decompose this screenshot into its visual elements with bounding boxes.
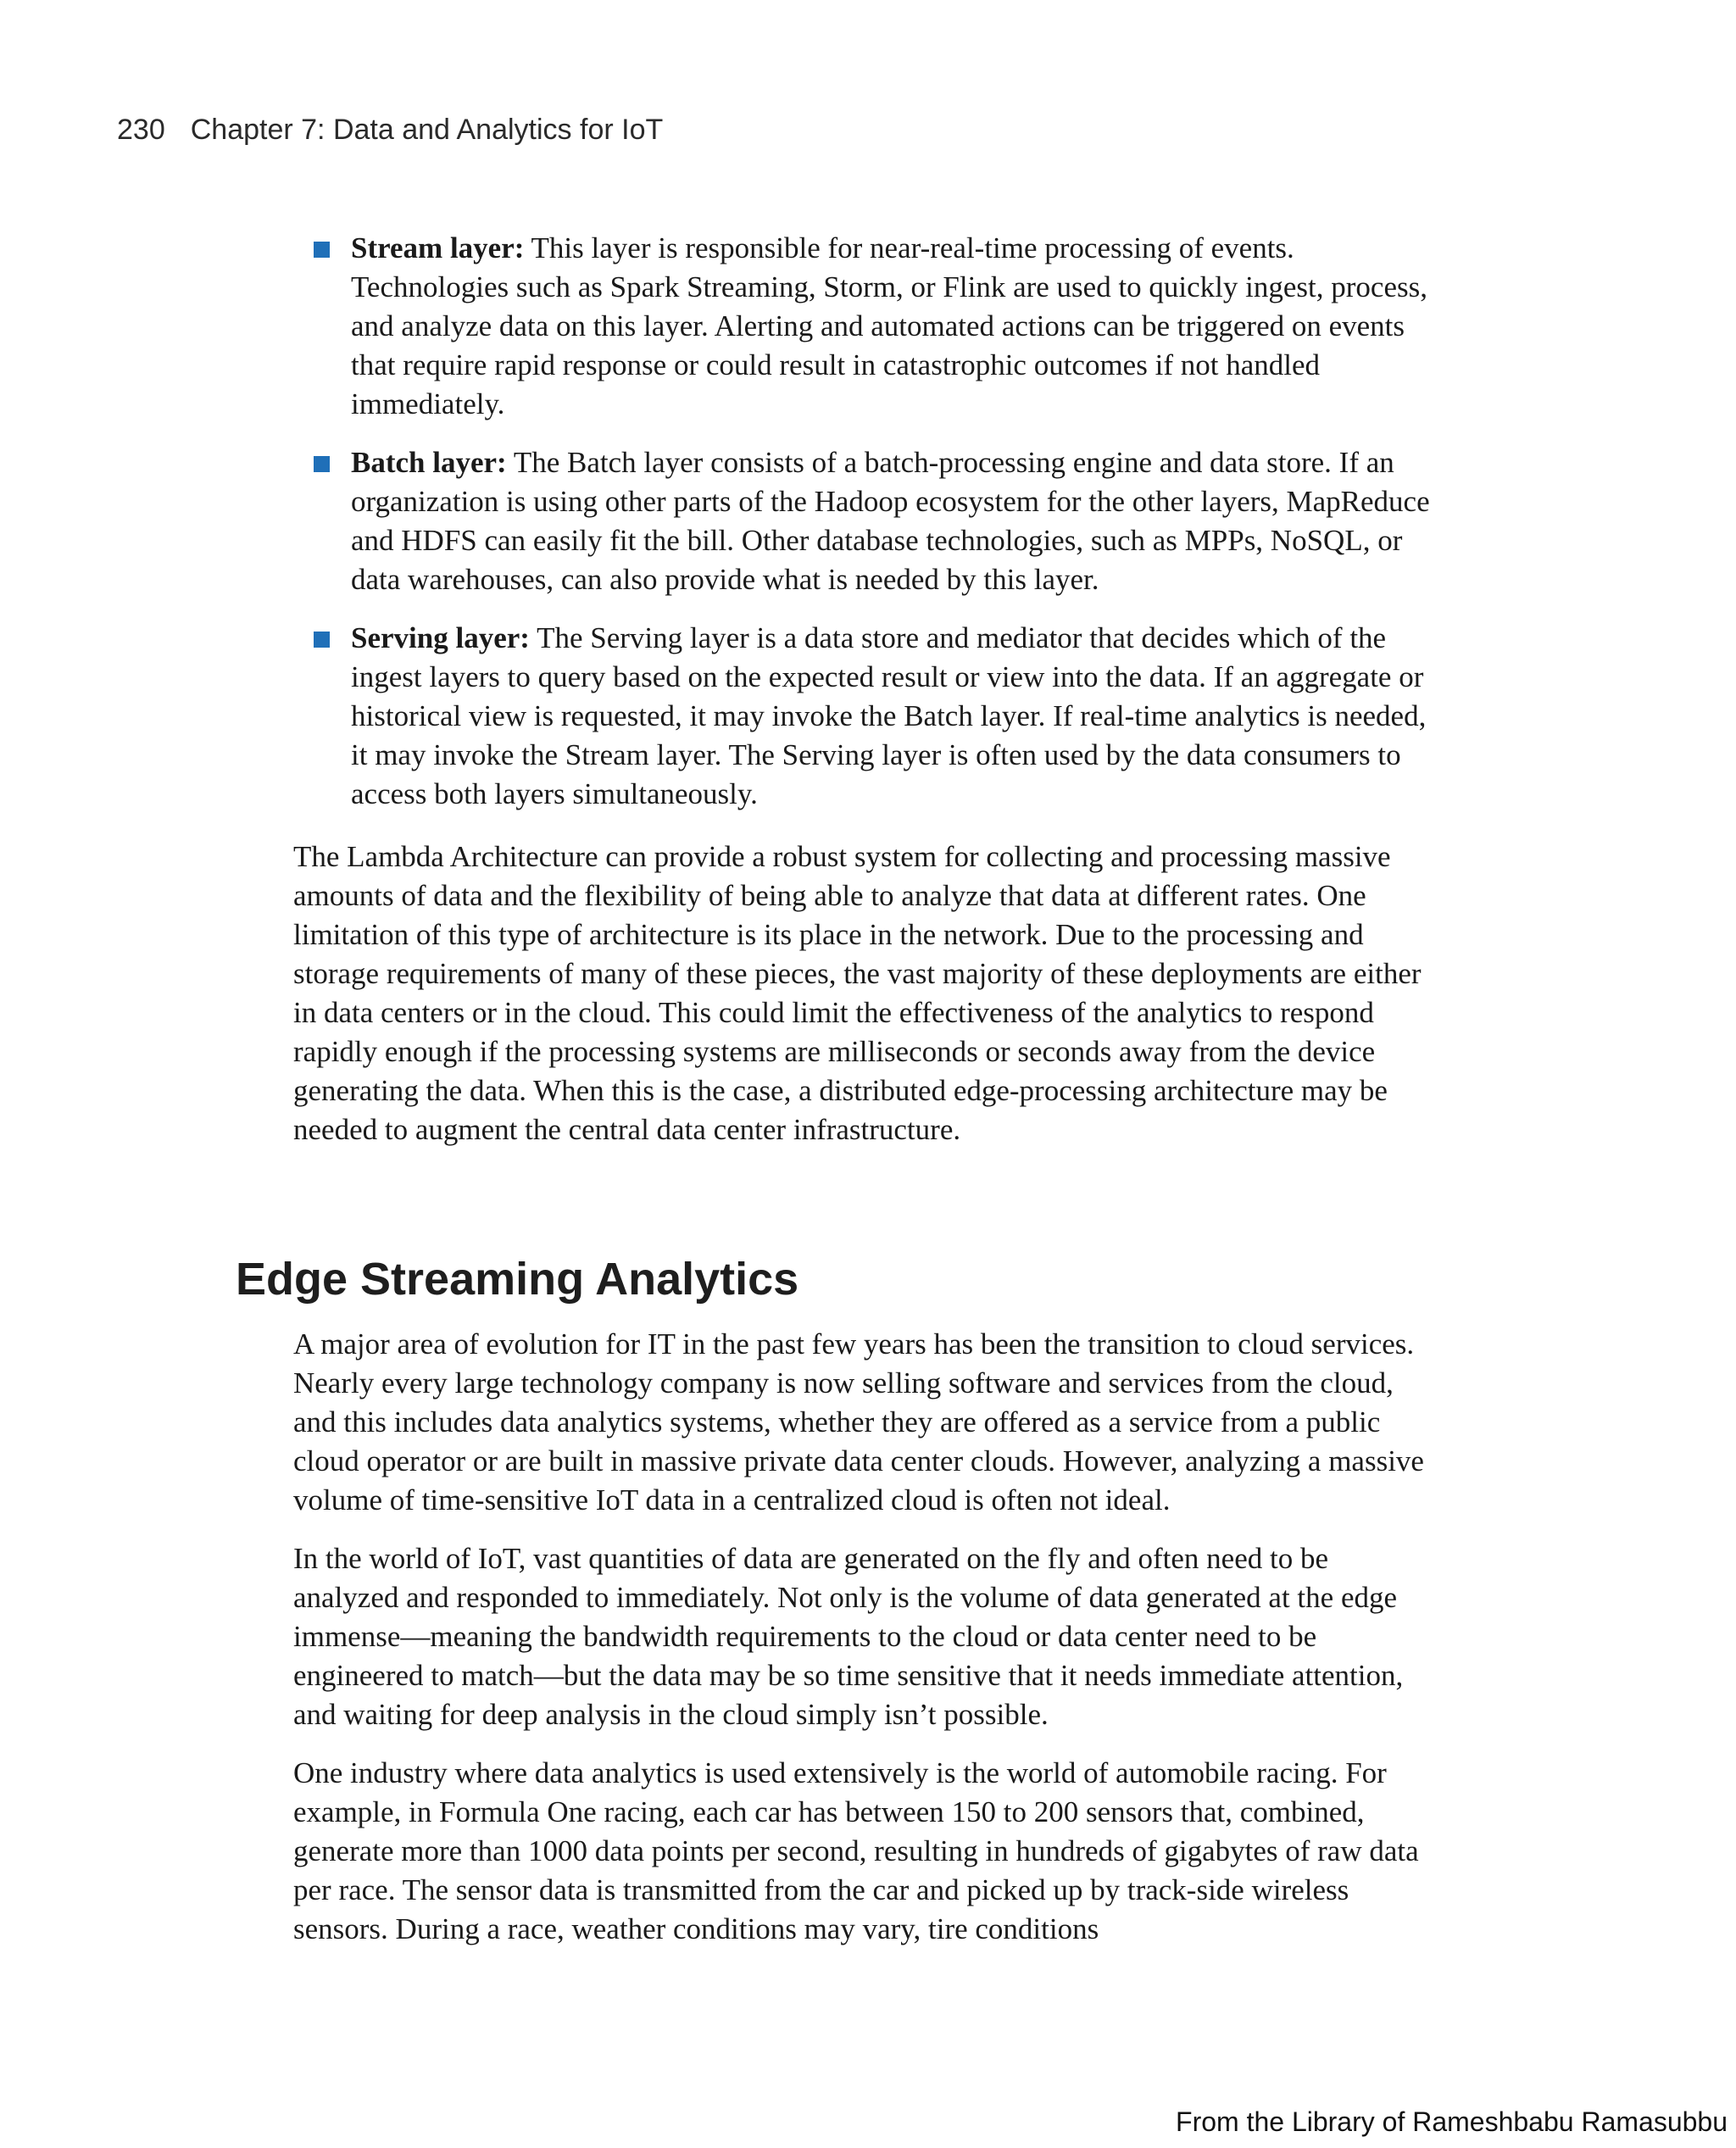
square-bullet-icon — [314, 632, 330, 648]
bullet-text: This layer is responsible for near-real-time processing of events. Technologies such as Spark Streaming, Storm, or Flink are used to quickly ingest, process, and analyze data on this layer. Alerting and automated actions can be triggered on events that require rapid response or could result in catastrophic outcomes if not handled immediately. — [351, 231, 1427, 420]
bullet-text: The Batch layer consists of a batch-processing engine and data store. If an organization is using other parts of the Hadoop ecosystem for the other layers, MapReduce and HDFS can easily fit the bill. Other database technologies, such as MPPs, NoSQL, or data warehouses, can also provide what is needed by this layer. — [351, 446, 1430, 596]
running-header — [117, 114, 663, 147]
bullet-term: Serving layer: — [351, 621, 530, 654]
layer-bullet-list — [312, 229, 1439, 833]
bullet-term: Batch layer: — [351, 446, 507, 479]
bullet-stream-layer — [312, 229, 1439, 424]
bullet-text: The Serving layer is a data store and mediator that decides which of the ingest layers to query based on the expected result or view into the data. If an aggregate or historical view is requested, it may invoke the Batch layer. If real-time analytics is needed, it may invoke the Stream layer. The Serving layer is often used by the data consumers to access both layers simultaneously. — [351, 621, 1427, 810]
square-bullet-icon — [314, 242, 330, 258]
paragraph-cloud-transition: A major area of evolution for IT in the past few years has been the transition to cloud services. Nearly every large technology company is now selling software and services from the cloud, and this includes data analytics systems, whether they are offered as a service from a public cloud operator or are built in massive private data center clouds. However, analyzing a massive volume of time-sensitive IoT data in a centralized cloud is often not ideal. — [293, 1327, 1424, 1516]
chapter-title: Chapter 7: Data and Analytics for IoT — [190, 114, 664, 146]
bullet-term: Stream layer: — [351, 231, 525, 264]
body-text-edge-streaming — [293, 1325, 1438, 1968]
bullet-batch-layer — [312, 443, 1439, 599]
paragraph-iot-data-volume: In the world of IoT, vast quantities of data are generated on the fly and often need to be analyzed and responded to immediately. Not only is the volume of data generated at the edge immense—meaning the bandwidth requirements to the cloud or data center need to be engineered to match—but the data may be so time sensitive that it needs immediate attention, and waiting for deep analysis in the cloud simply isn’t possible. — [293, 1542, 1404, 1731]
library-footer: From the Library of Rameshbabu Ramasubbu — [1176, 2106, 1728, 2137]
page-number: 230 — [117, 114, 165, 146]
paragraph-automobile-racing: One industry where data analytics is used extensively is the world of automobile racing. For example, in Formula One racing, each car has between 150 to 200 sensors that, combined, generate more than 1000 data points per second, resulting in hundreds of gigabytes of raw data per race. The sensor data is transmitted from the car and picked up by track-side wireless sensors. During a race, weather conditions may vary, tire conditions — [293, 1756, 1419, 1945]
square-bullet-icon — [314, 456, 330, 472]
paragraph-lambda-architecture: The Lambda Architecture can provide a robust system for collecting and processing massive amounts of data and the flexibility of being able to analyze that data at different rates. One limitation of this type of architecture is its place in the network. Due to the processing and storage requirements of many of these pieces, the vast majority of these deployments are either in data centers or in the cloud. This could limit the effectiveness of the analytics to respond rapidly enough if the processing systems are milliseconds or seconds away from the device generating the data. When this is the case, a distributed edge-processing architecture may be needed to augment the central data center infrastructure. — [293, 840, 1422, 1146]
section-heading: Edge Streaming Analytics — [236, 1254, 799, 1305]
bullet-serving-layer — [312, 619, 1439, 814]
body-text-lambda — [293, 837, 1438, 1169]
